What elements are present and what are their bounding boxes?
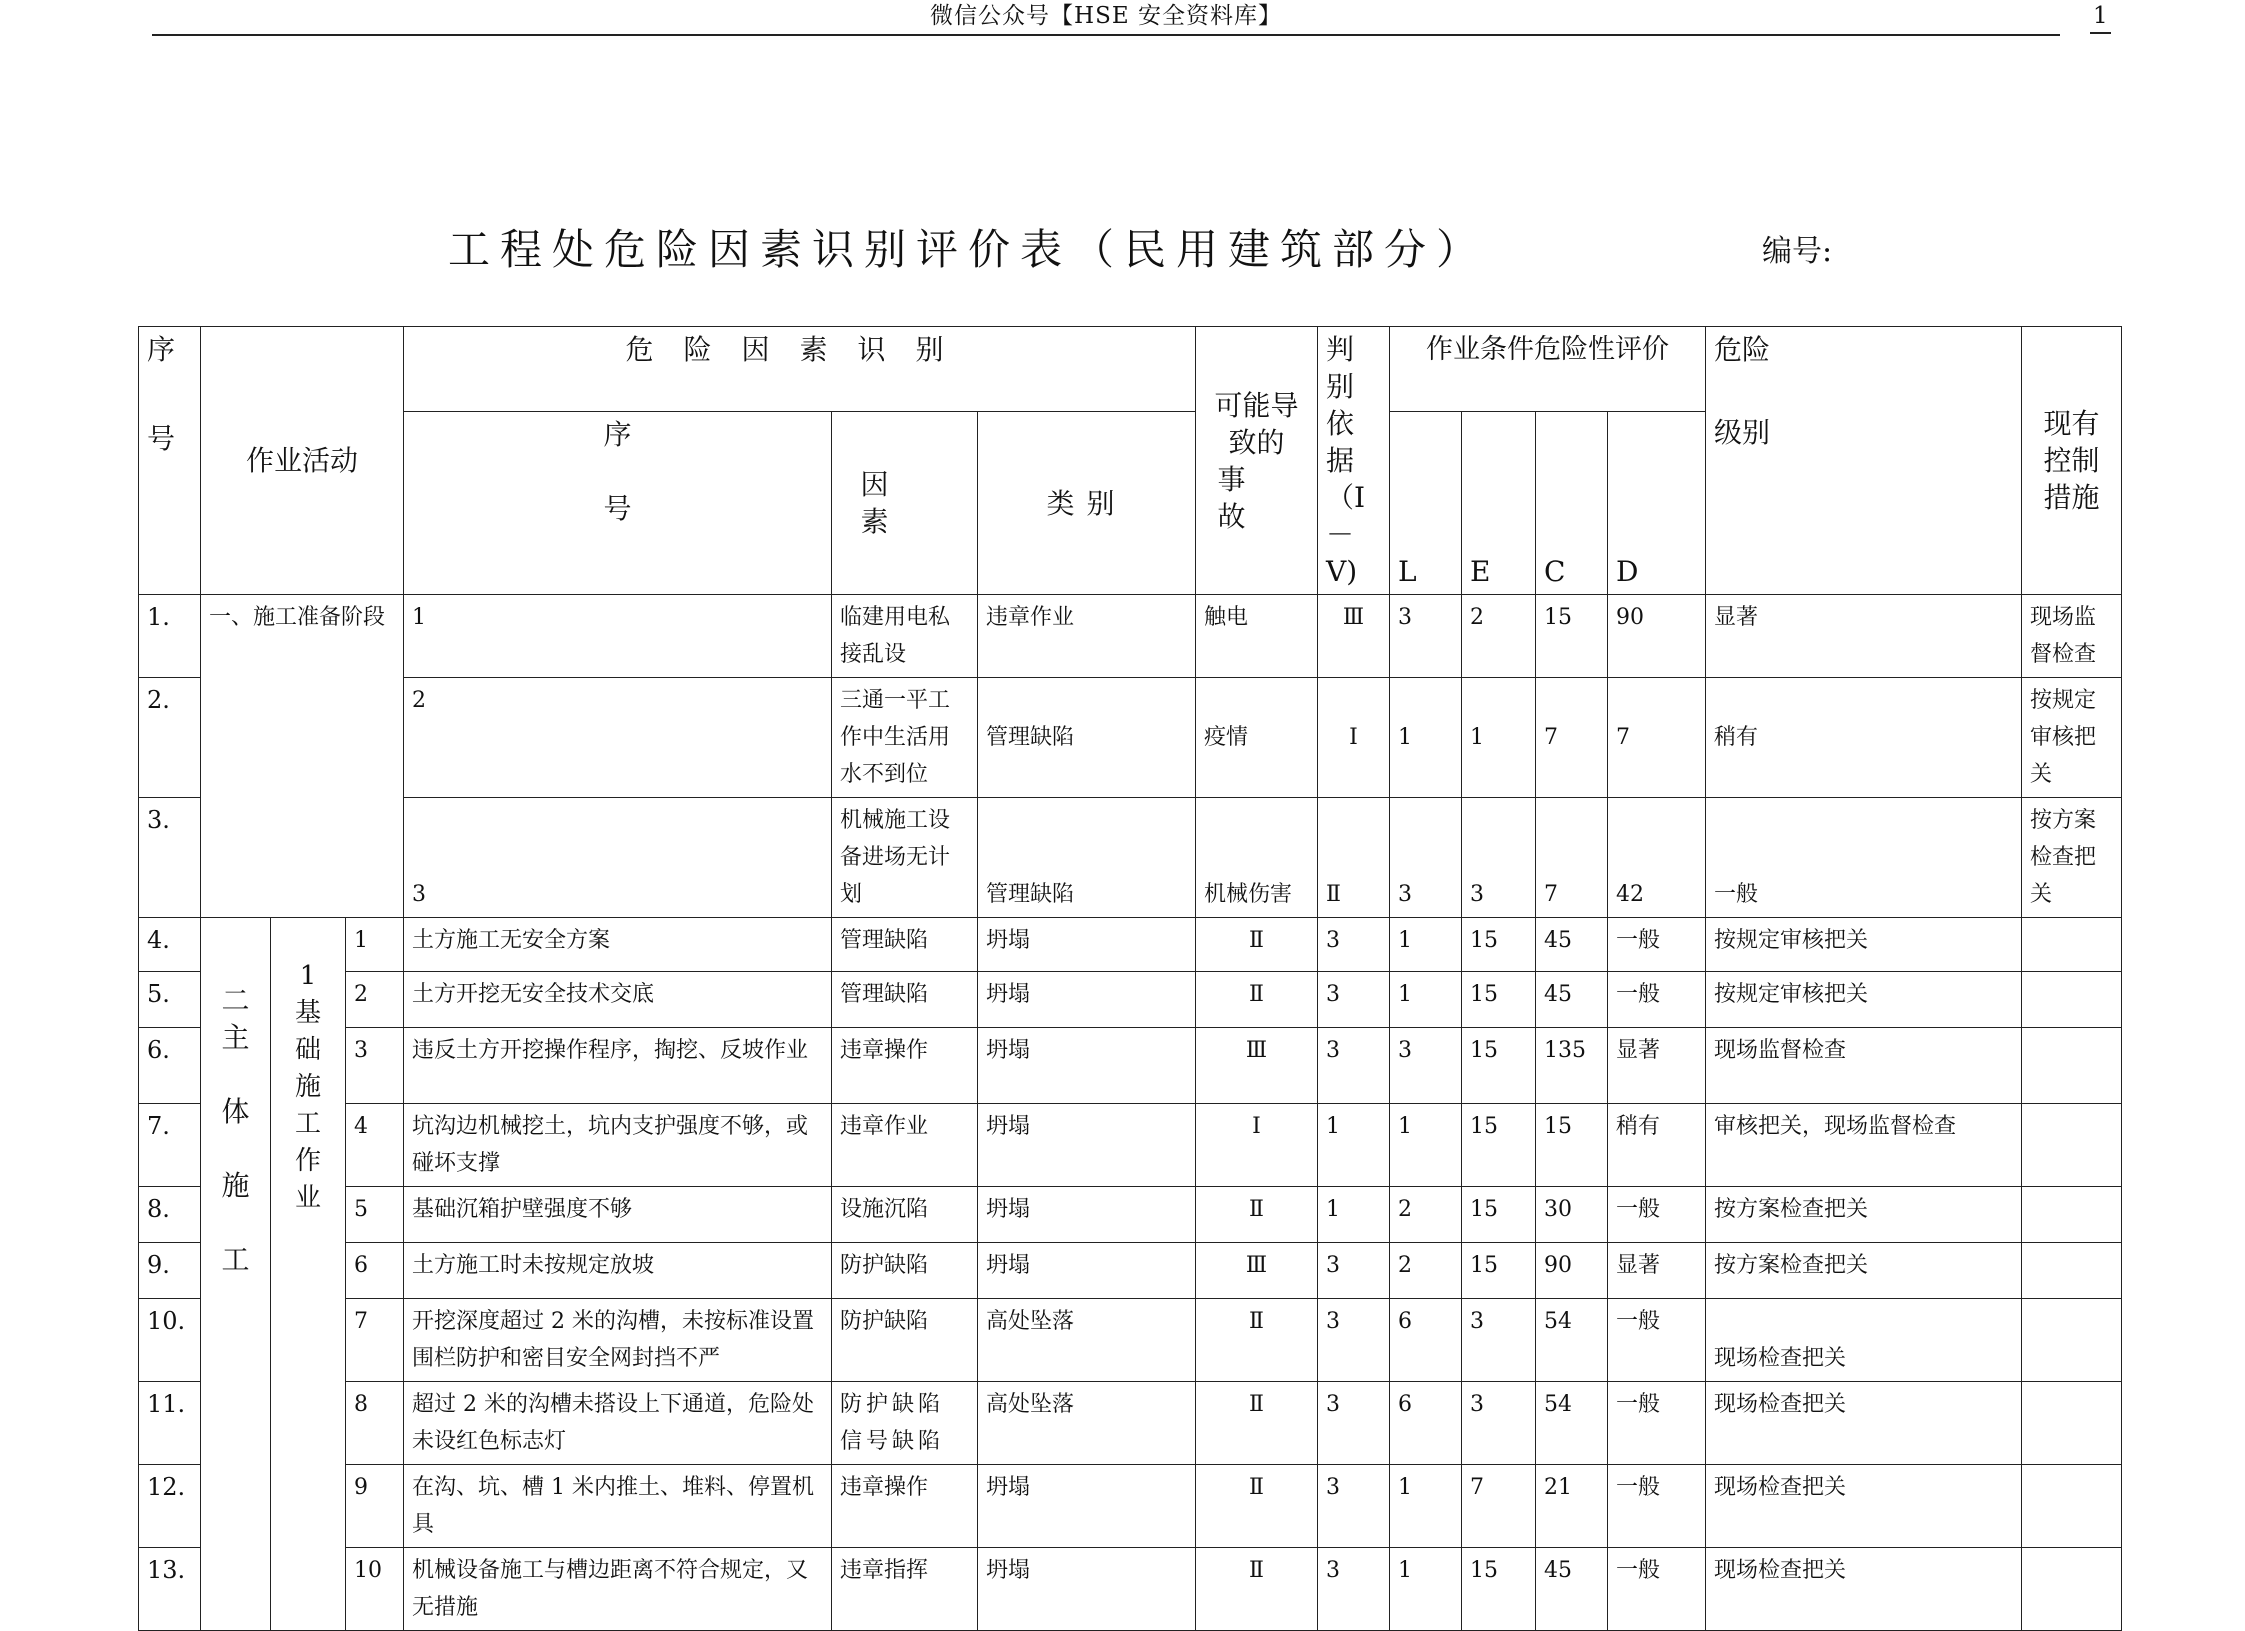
header-C: C bbox=[1536, 412, 1608, 595]
accident-cell: 高处坠落 bbox=[978, 1382, 1196, 1465]
E-cell: 1 bbox=[1390, 918, 1462, 972]
C-cell: 3 bbox=[1462, 1299, 1536, 1382]
remark-cell bbox=[2022, 1187, 2122, 1243]
basis-cell: Ⅱ bbox=[1196, 1548, 1318, 1631]
header-possible-accident: 可能导致的 事故 bbox=[1196, 327, 1318, 595]
factor-cell: 在沟、坑、槽 1 米内推土、堆料、停置机具 bbox=[404, 1465, 832, 1548]
L-cell: 3 bbox=[1318, 972, 1390, 1028]
sub-number: 2 bbox=[346, 972, 404, 1028]
level-cell: 显著 bbox=[1608, 1243, 1706, 1299]
D-cell: 15 bbox=[1536, 1104, 1608, 1187]
measure-cell: 按规定审核把关 bbox=[2022, 678, 2122, 798]
D-cell: 45 bbox=[1536, 972, 1608, 1028]
category-cell: 管理缺陷 bbox=[832, 918, 978, 972]
C-cell: 15 bbox=[1462, 1548, 1536, 1631]
C-cell: 15 bbox=[1462, 1104, 1536, 1187]
level-cell: 稍有 bbox=[1706, 678, 2022, 798]
factor-cell: 机械设备施工与槽边距离不符合规定，又无措施 bbox=[404, 1548, 832, 1631]
E-cell: 2 bbox=[1462, 595, 1536, 678]
measure-cell: 现场监督检查 bbox=[1706, 1028, 2022, 1104]
header-category: 类别 bbox=[978, 412, 1196, 595]
C-cell: 15 bbox=[1462, 972, 1536, 1028]
table-row bbox=[139, 798, 2122, 918]
measure-cell: 按方案检查把关 bbox=[1706, 1187, 2022, 1243]
L-cell: 3 bbox=[1390, 798, 1462, 918]
E-cell: 1 bbox=[1390, 1548, 1462, 1631]
document-number-label: 编号: bbox=[1762, 234, 1833, 269]
basis-cell: Ⅱ bbox=[1196, 972, 1318, 1028]
E-cell: 1 bbox=[1462, 678, 1536, 798]
factor-cell: 违反土方开挖操作程序，掏挖、反坡作业 bbox=[404, 1028, 832, 1104]
L-cell: 3 bbox=[1318, 1299, 1390, 1382]
C-cell: 15 bbox=[1462, 918, 1536, 972]
accident-cell: 坍塌 bbox=[978, 1465, 1196, 1548]
level-cell: 一般 bbox=[1608, 972, 1706, 1028]
factor-cell: 土方施工无安全方案 bbox=[404, 918, 832, 972]
header-sub-seq: 序 号 bbox=[404, 412, 832, 595]
C-cell: 15 bbox=[1536, 595, 1608, 678]
remark-cell bbox=[2022, 1104, 2122, 1187]
D-cell: 135 bbox=[1536, 1028, 1608, 1104]
L-cell: 3 bbox=[1318, 1382, 1390, 1465]
factor-cell: 超过 2 米的沟槽未搭设上下通道，危险处未设红色标志灯 bbox=[404, 1382, 832, 1465]
accident-cell: 触电 bbox=[1196, 595, 1318, 678]
C-cell: 3 bbox=[1462, 1382, 1536, 1465]
accident-cell: 坍塌 bbox=[978, 1548, 1196, 1631]
measure-cell: 现场检查把关 bbox=[1706, 1465, 2022, 1548]
L-cell: 3 bbox=[1318, 1465, 1390, 1548]
category-cell: 防护缺陷信号缺陷 bbox=[832, 1382, 978, 1465]
E-cell: 2 bbox=[1390, 1243, 1462, 1299]
row-number: 10. bbox=[139, 1299, 201, 1382]
row-number: 7. bbox=[139, 1104, 201, 1187]
level-cell: 一般 bbox=[1608, 1299, 1706, 1382]
level-cell: 稍有 bbox=[1608, 1104, 1706, 1187]
category-cell: 违章操作 bbox=[832, 1028, 978, 1104]
basis-cell: Ⅱ bbox=[1318, 798, 1390, 918]
table-row bbox=[139, 1382, 2122, 1465]
basis-cell: Ⅰ bbox=[1318, 678, 1390, 798]
measure-cell: 现场检查把关 bbox=[1706, 1548, 2022, 1631]
table-row bbox=[139, 1104, 2122, 1187]
accident-cell: 机械伤害 bbox=[1196, 798, 1318, 918]
L-cell: 1 bbox=[1318, 1104, 1390, 1187]
basis-cell: Ⅱ bbox=[1196, 1382, 1318, 1465]
D-cell: 90 bbox=[1608, 595, 1706, 678]
E-cell: 6 bbox=[1390, 1299, 1462, 1382]
category-cell: 防护缺陷 bbox=[832, 1299, 978, 1382]
L-cell: 3 bbox=[1318, 918, 1390, 972]
header-factor: 因素 bbox=[832, 412, 978, 595]
measure-cell: 现场监督检查 bbox=[2022, 595, 2122, 678]
header-L: L bbox=[1390, 412, 1462, 595]
category-cell: 防护缺陷 bbox=[832, 1243, 978, 1299]
factor-cell: 临建用电私接乱设 bbox=[832, 595, 978, 678]
hazard-evaluation-table bbox=[138, 326, 2122, 1631]
header-E: E bbox=[1462, 412, 1536, 595]
remark-cell bbox=[2022, 972, 2122, 1028]
factor-cell: 土方开挖无安全技术交底 bbox=[404, 972, 832, 1028]
category-cell: 违章指挥 bbox=[832, 1548, 978, 1631]
sub-number: 2 bbox=[404, 678, 832, 798]
remark-cell bbox=[2022, 1028, 2122, 1104]
level-cell: 一般 bbox=[1608, 1465, 1706, 1548]
sub-number: 3 bbox=[404, 798, 832, 918]
header-seq: 序 号 bbox=[139, 327, 201, 595]
D-cell: 54 bbox=[1536, 1299, 1608, 1382]
basis-cell: Ⅰ bbox=[1196, 1104, 1318, 1187]
table-row bbox=[139, 1187, 2122, 1243]
page-header bbox=[152, 0, 2060, 36]
table-row bbox=[139, 1465, 2122, 1548]
header-source: 微信公众号【HSE 安全资料库】 bbox=[930, 3, 1282, 29]
measure-cell: 现场检查把关 bbox=[1706, 1382, 2022, 1465]
row-number: 9. bbox=[139, 1243, 201, 1299]
C-cell: 7 bbox=[1536, 678, 1608, 798]
remark-cell bbox=[2022, 918, 2122, 972]
remark-cell bbox=[2022, 1465, 2122, 1548]
row-number: 3. bbox=[139, 798, 201, 918]
sub-number: 5 bbox=[346, 1187, 404, 1243]
page-number: 1 bbox=[2090, 0, 2111, 34]
category-cell: 设施沉陷 bbox=[832, 1187, 978, 1243]
remark-cell bbox=[2022, 1299, 2122, 1382]
measure-cell: 现场检查把关 bbox=[1706, 1299, 2022, 1382]
measure-cell: 按规定审核把关 bbox=[1706, 972, 2022, 1028]
factor-cell: 土方施工时未按规定放坡 bbox=[404, 1243, 832, 1299]
E-cell: 2 bbox=[1390, 1187, 1462, 1243]
D-cell: 45 bbox=[1536, 1548, 1608, 1631]
D-cell: 45 bbox=[1536, 918, 1608, 972]
C-cell: 7 bbox=[1536, 798, 1608, 918]
measure-cell: 按方案检查把关 bbox=[1706, 1243, 2022, 1299]
accident-cell: 坍塌 bbox=[978, 1243, 1196, 1299]
basis-cell: Ⅱ bbox=[1196, 1465, 1318, 1548]
E-cell: 1 bbox=[1390, 1104, 1462, 1187]
level-cell: 显著 bbox=[1608, 1028, 1706, 1104]
row-number: 2. bbox=[139, 678, 201, 798]
accident-cell: 坍塌 bbox=[978, 1104, 1196, 1187]
basis-cell: Ⅱ bbox=[1196, 1299, 1318, 1382]
row-number: 13. bbox=[139, 1548, 201, 1631]
level-cell: 一般 bbox=[1608, 918, 1706, 972]
level-cell: 一般 bbox=[1608, 1382, 1706, 1465]
L-cell: 3 bbox=[1318, 1243, 1390, 1299]
factor-cell: 机械施工设备进场无计划 bbox=[832, 798, 978, 918]
page-title: 工程处危险因素识别评价表（民用建筑部分） bbox=[448, 225, 1489, 274]
remark-cell bbox=[2022, 1382, 2122, 1465]
row-number: 1. bbox=[139, 595, 201, 678]
factor-cell: 坑沟边机械挖土，坑内支护强度不够，或碰坏支撑 bbox=[404, 1104, 832, 1187]
level-cell: 一般 bbox=[1608, 1548, 1706, 1631]
C-cell: 15 bbox=[1462, 1028, 1536, 1104]
accident-cell: 坍塌 bbox=[978, 972, 1196, 1028]
table-row bbox=[139, 1548, 2122, 1631]
table-row bbox=[139, 678, 2122, 798]
table-row bbox=[139, 1299, 2122, 1382]
category-cell: 管理缺陷 bbox=[978, 678, 1196, 798]
E-cell: 3 bbox=[1390, 1028, 1462, 1104]
sub-number: 8 bbox=[346, 1382, 404, 1465]
sub-number: 6 bbox=[346, 1243, 404, 1299]
C-cell: 15 bbox=[1462, 1243, 1536, 1299]
basis-cell: Ⅲ bbox=[1196, 1028, 1318, 1104]
E-cell: 3 bbox=[1462, 798, 1536, 918]
accident-cell: 坍塌 bbox=[978, 1187, 1196, 1243]
D-cell: 90 bbox=[1536, 1243, 1608, 1299]
level-cell: 一般 bbox=[1706, 798, 2022, 918]
sub-number: 3 bbox=[346, 1028, 404, 1104]
measure-cell: 审核把关，现场监督检查 bbox=[1706, 1104, 2022, 1187]
header-judgment-basis: 判别依 据（Ⅰ －Ⅴ) bbox=[1318, 327, 1390, 595]
D-cell: 7 bbox=[1608, 678, 1706, 798]
factor-cell: 三通一平工作中生活用水不到位 bbox=[832, 678, 978, 798]
row-number: 11. bbox=[139, 1382, 201, 1465]
L-cell: 1 bbox=[1390, 678, 1462, 798]
sub-number: 7 bbox=[346, 1299, 404, 1382]
category-cell: 管理缺陷 bbox=[832, 972, 978, 1028]
category-cell: 管理缺陷 bbox=[978, 798, 1196, 918]
header-risk-level: 危险 级别 bbox=[1706, 327, 2022, 595]
table-row bbox=[139, 918, 2122, 972]
table-row bbox=[139, 595, 2122, 678]
D-cell: 54 bbox=[1536, 1382, 1608, 1465]
E-cell: 6 bbox=[1390, 1382, 1462, 1465]
basis-cell: Ⅲ bbox=[1196, 1243, 1318, 1299]
header-D: D bbox=[1608, 412, 1706, 595]
accident-cell: 坍塌 bbox=[978, 918, 1196, 972]
row-number: 8. bbox=[139, 1187, 201, 1243]
level-cell: 一般 bbox=[1608, 1187, 1706, 1243]
header-risk-evaluation: 作业条件危险性评价 bbox=[1390, 327, 1706, 412]
E-cell: 1 bbox=[1390, 1465, 1462, 1548]
header-control-measures: 现有控制措施 bbox=[2022, 327, 2122, 595]
remark-cell bbox=[2022, 1548, 2122, 1631]
accident-cell: 坍塌 bbox=[978, 1028, 1196, 1104]
sub-number: 9 bbox=[346, 1465, 404, 1548]
C-cell: 7 bbox=[1462, 1465, 1536, 1548]
category-cell: 违章操作 bbox=[832, 1465, 978, 1548]
sub-number: 10 bbox=[346, 1548, 404, 1631]
measure-cell: 按规定审核把关 bbox=[1706, 918, 2022, 972]
header-hazard-identification: 危险因素识别 bbox=[404, 327, 1196, 412]
sub-activity-foundation: 1 基 础 施 工 作 业 bbox=[271, 918, 346, 1631]
E-cell: 1 bbox=[1390, 972, 1462, 1028]
L-cell: 1 bbox=[1318, 1187, 1390, 1243]
L-cell: 3 bbox=[1390, 595, 1462, 678]
category-cell: 违章作业 bbox=[978, 595, 1196, 678]
table-row bbox=[139, 972, 2122, 1028]
sub-number: 4 bbox=[346, 1104, 404, 1187]
level-cell: 显著 bbox=[1706, 595, 2022, 678]
basis-cell: Ⅲ bbox=[1318, 595, 1390, 678]
row-number: 12. bbox=[139, 1465, 201, 1548]
C-cell: 15 bbox=[1462, 1187, 1536, 1243]
category-cell: 违章作业 bbox=[832, 1104, 978, 1187]
remark-cell bbox=[2022, 1243, 2122, 1299]
L-cell: 3 bbox=[1318, 1028, 1390, 1104]
row-number: 6. bbox=[139, 1028, 201, 1104]
sub-number: 1 bbox=[346, 918, 404, 972]
basis-cell: Ⅱ bbox=[1196, 1187, 1318, 1243]
L-cell: 3 bbox=[1318, 1548, 1390, 1631]
header-activity: 作业活动 bbox=[201, 327, 404, 595]
row-number: 5. bbox=[139, 972, 201, 1028]
factor-cell: 基础沉箱护壁强度不够 bbox=[404, 1187, 832, 1243]
stage-preparation: 一、施工准备阶段 bbox=[201, 595, 404, 918]
table-row bbox=[139, 1028, 2122, 1104]
factor-cell: 开挖深度超过 2 米的沟槽，未按标准设置围栏防护和密目安全网封挡不严 bbox=[404, 1299, 832, 1382]
measure-cell: 按方案检查把关 bbox=[2022, 798, 2122, 918]
D-cell: 21 bbox=[1536, 1465, 1608, 1548]
accident-cell: 疫情 bbox=[1196, 678, 1318, 798]
accident-cell: 高处坠落 bbox=[978, 1299, 1196, 1382]
table-row bbox=[139, 1243, 2122, 1299]
stage-main-construction: 二 主 体 施 工 bbox=[201, 918, 271, 1631]
basis-cell: Ⅱ bbox=[1196, 918, 1318, 972]
D-cell: 42 bbox=[1608, 798, 1706, 918]
row-number: 4. bbox=[139, 918, 201, 972]
sub-number: 1 bbox=[404, 595, 832, 678]
D-cell: 30 bbox=[1536, 1187, 1608, 1243]
